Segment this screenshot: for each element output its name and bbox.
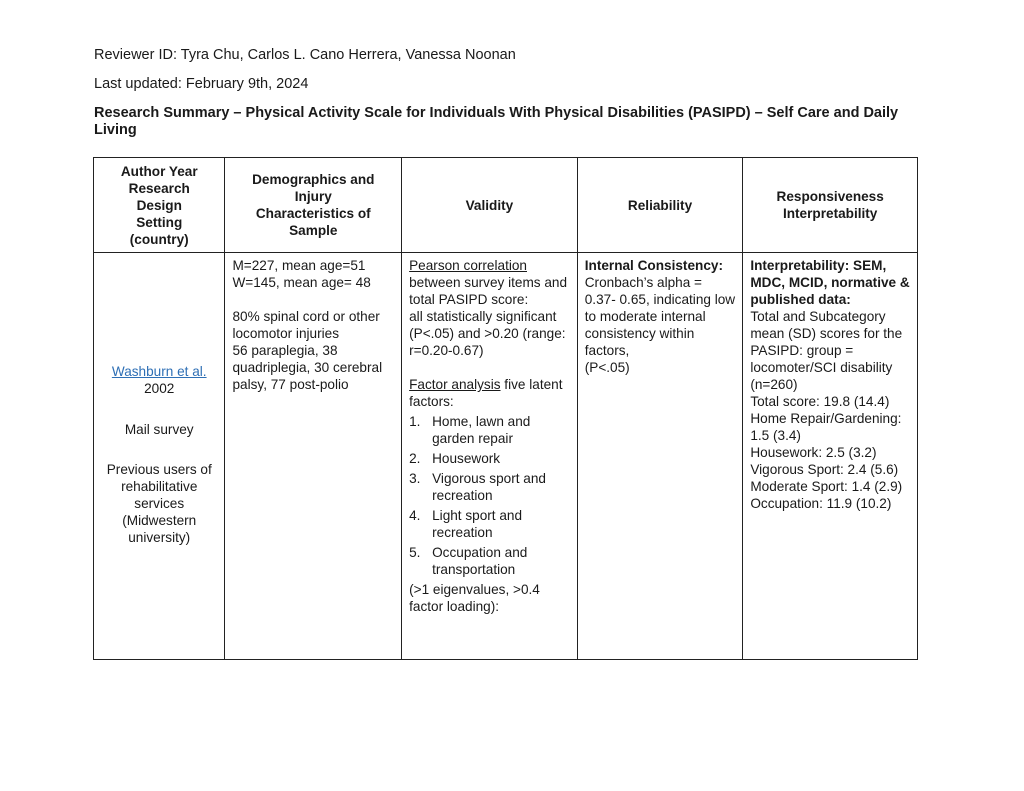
- header-line: Research: [128, 180, 190, 196]
- reliability-p-value: (P<.05): [584, 360, 630, 375]
- reliability-label: Internal Consistency:: [584, 258, 723, 273]
- injury-summary: 80% spinal cord or other locomotor injuries: [232, 309, 380, 341]
- header-line: Demographics and: [252, 172, 375, 187]
- study-design: Mail survey: [124, 422, 194, 437]
- list-item: [409, 507, 570, 541]
- score-item: Moderate Sport: 1.4 (2.9): [750, 479, 903, 494]
- header-reliability: Reliability: [577, 158, 743, 253]
- research-summary-table: [93, 157, 918, 660]
- author-link[interactable]: Washburn et al.: [111, 364, 207, 379]
- list-number: 2.: [409, 451, 421, 466]
- header-line: Author Year: [120, 163, 198, 179]
- score-item: Housework: 2.5 (3.2): [750, 445, 877, 460]
- list-number: 5.: [409, 545, 421, 560]
- last-updated-line: Last updated: February 9th, 2024: [94, 76, 309, 92]
- list-number: 3.: [409, 471, 421, 486]
- header-line: Characteristics of: [255, 206, 371, 221]
- header-line: Interpretability: [782, 206, 878, 221]
- header-line: Sample: [289, 223, 338, 238]
- injury-breakdown: 56 paraplegia, 38 quadriplegia, 30 cerebral palsy, 77 post-polio: [232, 343, 383, 392]
- list-text: Vigorous sport and recreation: [432, 471, 546, 503]
- list-item: [409, 544, 570, 578]
- score-item: Total score: 19.8 (14.4): [750, 394, 890, 409]
- header-responsiveness: [743, 158, 918, 253]
- reliability-cell: [577, 253, 743, 660]
- validity-cell: [402, 253, 578, 660]
- study-year: 2002: [144, 381, 175, 396]
- list-number: 4.: [409, 508, 421, 523]
- score-item: Vigorous Sport: 2.4 (5.6): [750, 462, 899, 477]
- pearson-text: between survey items and total PASIPD score:: [409, 275, 568, 307]
- list-text: Occupation and transportation: [432, 545, 528, 577]
- factor-label: Factor analysis: [409, 377, 501, 392]
- header-line: Design: [136, 197, 182, 213]
- list-item: [409, 413, 570, 447]
- research-summary-title: Research Summary – Physical Activity Scale for Individuals With Physical Disabilities (PASIPD) – Self Care and Daily Living: [94, 105, 899, 138]
- pearson-label: Pearson correlation: [409, 258, 527, 273]
- interpretability-cell: [743, 253, 918, 660]
- table-row: [94, 253, 918, 660]
- factor-text: five latent factors:: [409, 377, 563, 409]
- score-item: Occupation: 11.9 (10.2): [750, 496, 892, 511]
- header-demographics: [225, 158, 402, 253]
- header-line: (country): [129, 231, 189, 247]
- list-text: Housework: [432, 451, 501, 466]
- header-author-design-setting: [94, 158, 225, 253]
- header-validity: Validity: [402, 158, 578, 253]
- header-line: Responsiveness: [776, 189, 884, 204]
- table-header-row: [94, 158, 918, 253]
- list-item: [409, 470, 570, 504]
- list-item: [409, 450, 570, 467]
- list-text: Home, lawn and garden repair: [432, 414, 531, 446]
- interpretability-intro: Total and Subcategory mean (SD) scores for the PASIPD: group = locomoter/SCI disability (n=260): [750, 309, 903, 392]
- list-text: Light sport and recreation: [432, 508, 523, 540]
- header-line: Injury: [294, 189, 332, 204]
- factor-note: (>1 eigenvalues, >0.4 factor loading):: [409, 582, 540, 614]
- interpretability-label: Interpretability: SEM, MDC, MCID, normative & published data:: [750, 258, 910, 307]
- demographics-women: W=145, mean age= 48: [232, 275, 371, 290]
- reviewer-line: Reviewer ID: Tyra Chu, Carlos L. Cano Herrera, Vanessa Noonan: [94, 47, 516, 63]
- demographics-men: M=227, mean age=51: [232, 258, 366, 273]
- header-line: Setting: [136, 214, 183, 230]
- reliability-text: Cronbach’s alpha = 0.37- 0.65, indicating low to moderate internal consistency within factors,: [584, 275, 736, 358]
- factor-list: [409, 413, 570, 578]
- score-item: Home Repair/Gardening: 1.5 (3.4): [750, 411, 902, 443]
- list-number: 1.: [409, 414, 421, 429]
- demographics-cell: [225, 253, 402, 660]
- study-setting: Previous users of rehabilitative services (Midwestern university): [106, 462, 212, 545]
- study-cell: [94, 253, 225, 660]
- pearson-result: all statistically significant (P<.05) and >0.20 (range: r=0.20-0.67): [409, 309, 566, 358]
